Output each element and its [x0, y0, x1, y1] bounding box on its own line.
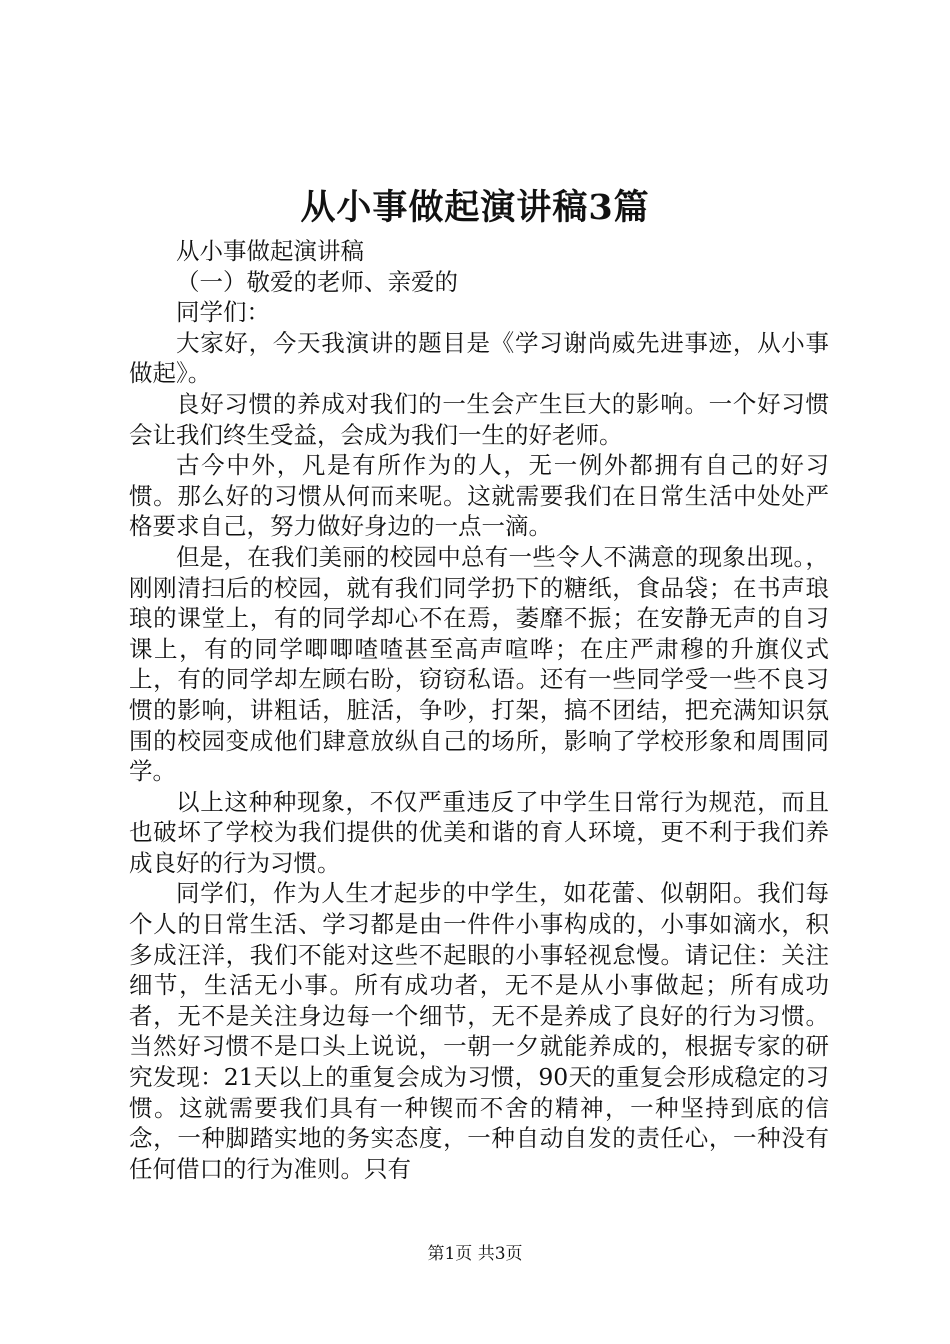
document-body [129, 236, 829, 1184]
paragraph: 大家好，今天我演讲的题目是《学习谢尚威先进事迹，从小事做起》。 [129, 328, 829, 388]
paragraph: 以上这种种现象，不仅严重违反了中学生日常行为规范，而且也破坏了学校为我们提供的优美和谐的育人环境，更不利于我们养成良好的行为习惯。 [129, 787, 829, 877]
page-number-footer: 第1页 共3页 [427, 1244, 523, 1264]
paragraph: （一）敬爱的老师、亲爱的 [176, 267, 458, 296]
paragraph: 从小事做起演讲稿 [176, 237, 364, 265]
paragraph: 同学们，作为人生才起步的中学生，如花蕾、似朝阳。我们每个人的日常生活、学习都是由一件件小事构成的，小事如滴水，积多成汪洋，我们不能对这些不起眼的小事轻视怠慢。请记住：关注细节，生活无小事。所有成功者，无不是从小事做起；所有成功者，无不是关注身边每一个细节，无不是养成了良好的行为习惯。当然好习惯不是口头上说说，一朝一夕就能养成的，根据专家的研究发现：21天以上的重复会成为习惯，90天的重复会形成稳定的习惯。这就需要我们具有一种锲而不舍的精神，一种坚持到底的信念，一种脚踏实地的务实态度，一种自动自发的责任心，一种没有任何借口的行为准则。只有 [129, 879, 829, 1183]
paragraph: 但是，在我们美丽的校园中总有一些令人不满意的现象出现。，刚刚清扫后的校园，就有我们同学扔下的糖纸，食品袋；在书声琅琅的课堂上，有的同学却心不在焉，萎靡不振；在安静无声的自习课上，有的同学唧唧喳喳甚至高声喧哗；在庄严肃穆的升旗仪式上，有的同学却左顾右盼，窃窃私语。还有一些同学受一些不良习惯的影响，讲粗话，脏活，争吵，打架，搞不团结，把充满知识氛围的校园变成他们肆意放纵自己的场所，影响了学校形象和周围同学。 [129, 542, 829, 786]
paragraph: 同学们： [176, 298, 270, 327]
paragraph: 良好习惯的养成对我们的一生会产生巨大的影响。一个好习惯会让我们终生受益，会成为我们一生的好老师。 [129, 389, 829, 449]
page-title: 从小事做起演讲稿3篇 [300, 187, 650, 228]
paragraph: 古今中外，凡是有所作为的人，无一例外都拥有自己的好习惯。那么好的习惯从何而来呢。这就需要我们在日常生活中处处严格要求自己，努力做好身边的一点一滴。 [129, 451, 829, 541]
